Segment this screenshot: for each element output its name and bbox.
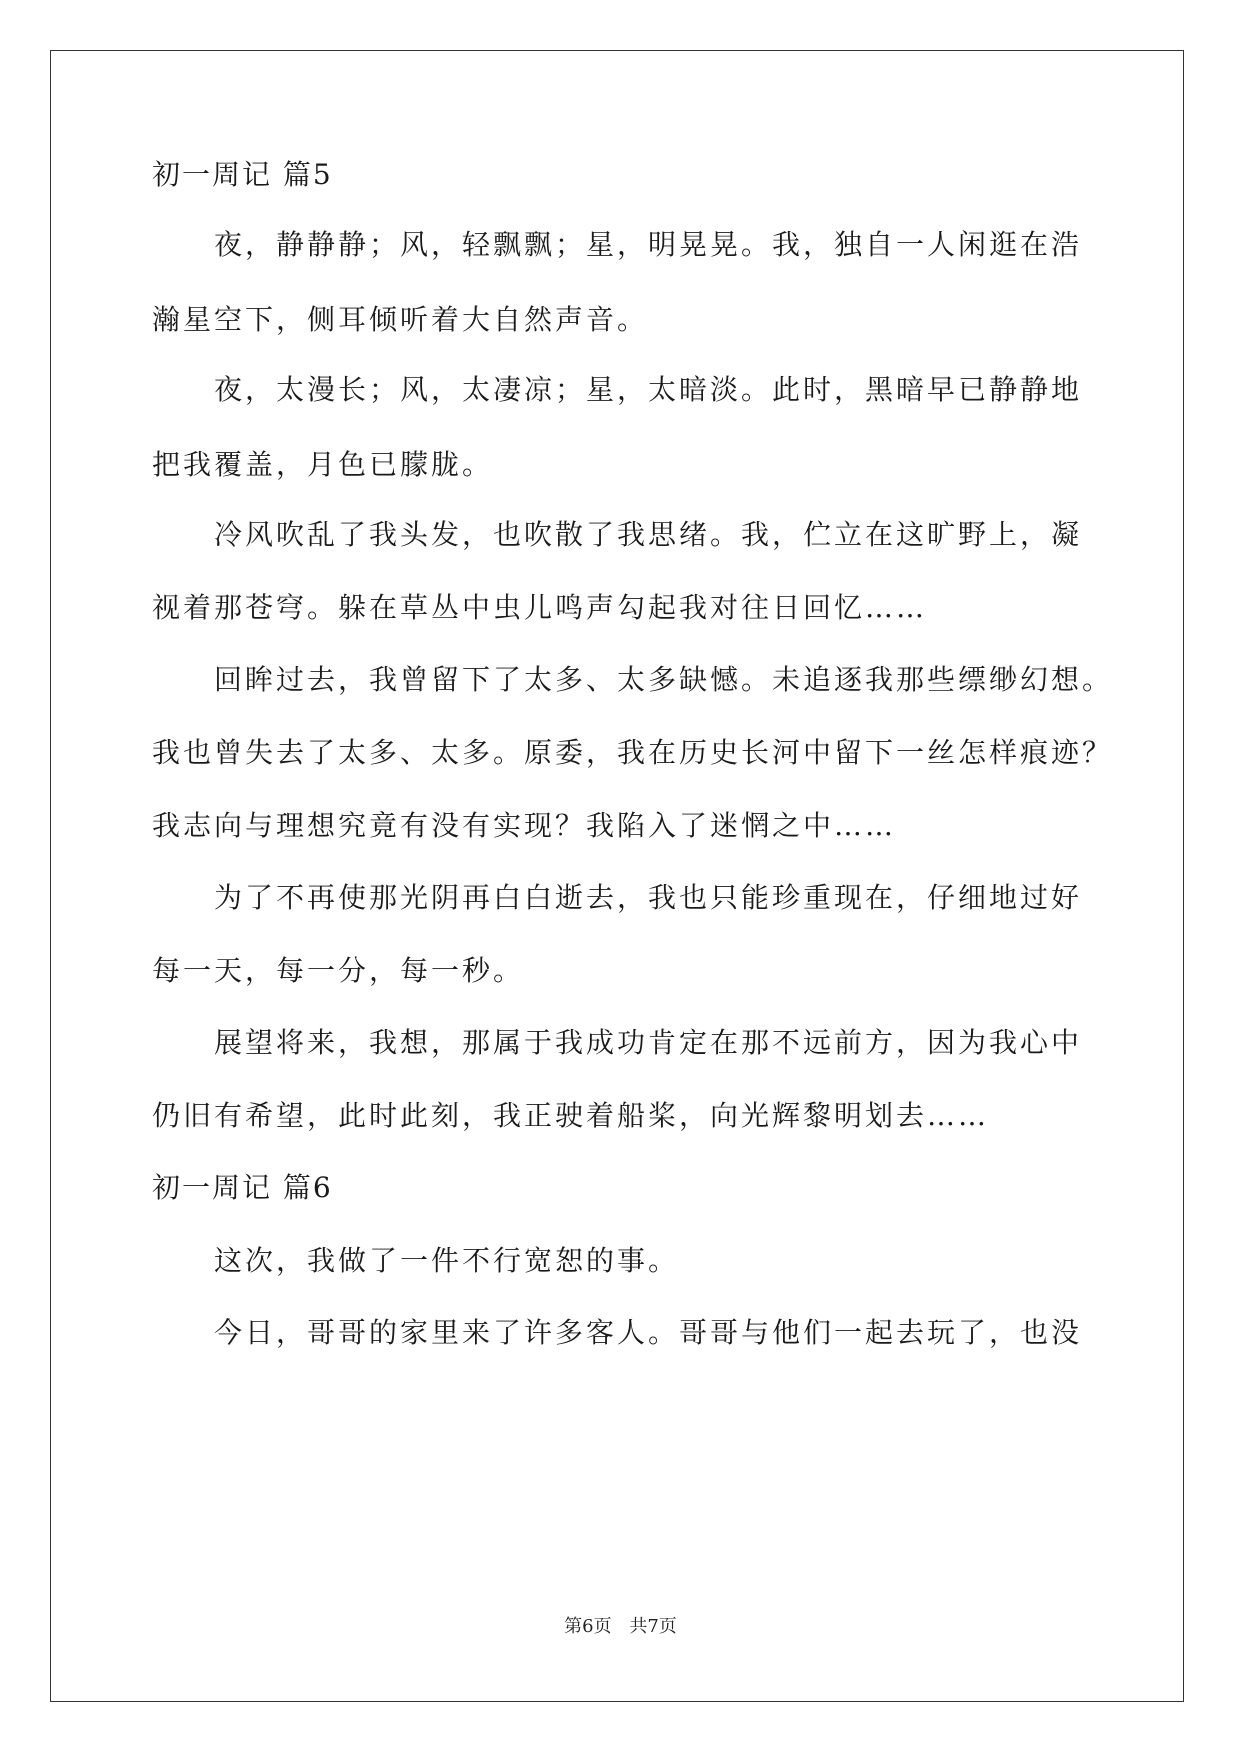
paragraph-line: 夜，静静静；风，轻飘飘；星，明晃晃。我，独自一人闲逛在浩 xyxy=(214,228,1083,261)
paragraph-line: 我也曾失去了太多、太多。原委，我在历史长河中留下一丝怎样痕迹？ xyxy=(152,736,1114,769)
paragraph-line: 冷风吹乱了我头发，也吹散了我思绪。我，伫立在这旷野上，凝 xyxy=(214,518,1083,551)
page-total: 共7页 xyxy=(629,1616,677,1637)
section-heading-6: 初一周记 篇6 xyxy=(152,1171,333,1204)
paragraph-line: 每一天，每一分，每一秒。 xyxy=(152,954,525,987)
section-heading-5: 初一周记 篇5 xyxy=(152,158,333,191)
paragraph-line: 我志向与理想究竟有没有实现？我陷入了迷惘之中…… xyxy=(152,809,897,842)
paragraph-line: 展望将来，我想，那属于我成功肯定在那不远前方，因为我心中 xyxy=(214,1026,1083,1059)
page-footer xyxy=(0,1612,1241,1638)
paragraph-line: 为了不再使那光阴再白白逝去，我也只能珍重现在，仔细地过好 xyxy=(214,881,1083,914)
paragraph-line: 这次，我做了一件不行宽恕的事。 xyxy=(214,1244,680,1277)
paragraph-line: 今日，哥哥的家里来了许多客人。哥哥与他们一起去玩了，也没 xyxy=(214,1316,1083,1349)
paragraph-line: 把我覆盖，月色已朦胧。 xyxy=(152,448,494,481)
page-number: 第6页 xyxy=(564,1616,612,1637)
paragraph-line: 夜，太漫长；风，太凄凉；星，太暗淡。此时，黑暗早已静静地 xyxy=(214,373,1083,406)
paragraph-line: 回眸过去，我曾留下了太多、太多缺憾。未追逐我那些缥缈幻想。 xyxy=(214,663,1114,696)
paragraph-line: 瀚星空下，侧耳倾听着大自然声音。 xyxy=(152,303,649,336)
paragraph-line: 视着那苍穹。躲在草丛中虫儿鸣声勾起我对往日回忆…… xyxy=(152,591,928,624)
paragraph-line: 仍旧有希望，此时此刻，我正驶着船桨，向光辉黎明划去…… xyxy=(152,1099,990,1132)
page-border xyxy=(50,50,1184,1702)
